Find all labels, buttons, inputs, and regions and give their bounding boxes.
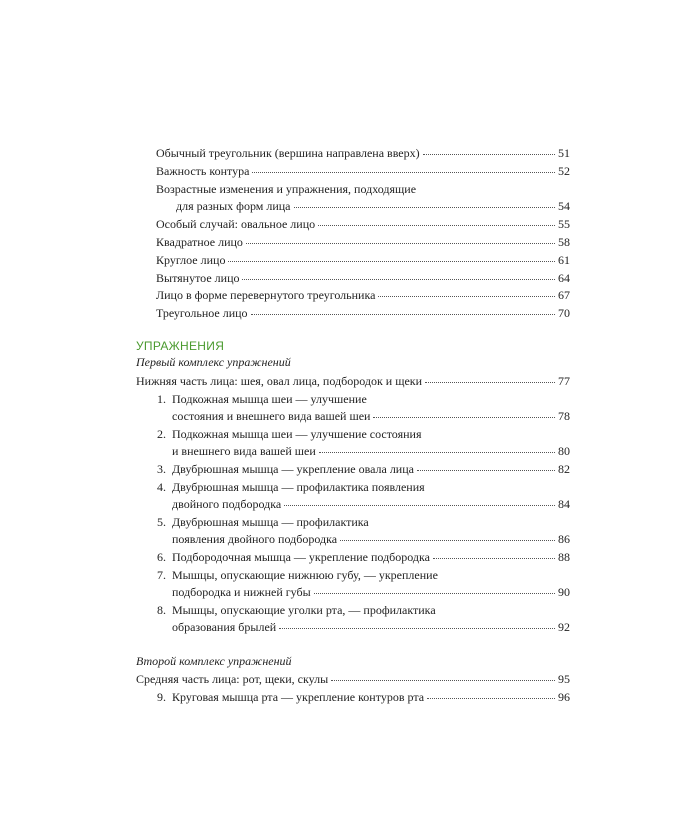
exercise-label-line1: Мышцы, опускающие уголки рта, — профилактика [172, 603, 436, 617]
toc-entry-page: 78 [558, 409, 570, 423]
toc-entry-page: 77 [558, 374, 570, 388]
exercise-item-line1 [150, 427, 421, 442]
toc-entry[interactable] [156, 146, 570, 161]
exercise-item-line1 [150, 392, 367, 407]
leader-dots [427, 698, 555, 699]
leader-dots [423, 154, 555, 155]
exercise-entry[interactable] [172, 497, 570, 512]
toc-entry-page: 58 [558, 235, 570, 249]
toc-entry-page: 88 [558, 550, 570, 564]
toc-entry-page: 52 [558, 164, 570, 178]
exercise-number: 1. [157, 392, 166, 406]
exercise-entry[interactable] [150, 690, 570, 705]
toc-entry[interactable] [156, 164, 570, 179]
exercise-item-line1 [150, 603, 436, 618]
toc-entry-page: 64 [558, 271, 570, 285]
leader-dots [246, 243, 555, 244]
toc-entry-page: 96 [558, 690, 570, 704]
exercise-label-line1: Мышцы, опускающие нижнюю губу, — укрепление [172, 568, 438, 582]
leader-dots [331, 680, 555, 681]
toc-entry-label: Обычный треугольник (вершина направлена вверх) [156, 146, 420, 160]
exercise-number: 8. [157, 603, 166, 617]
exercise-label-line1: Подкожная мышца шеи — улучшение [172, 392, 367, 406]
toc-entry-label: Треугольное лицо [156, 306, 248, 320]
exercise-label-line1: Подкожная мышца шеи — улучшение состояния [172, 427, 422, 441]
toc-entry-label: Подбородочная мышца — укрепление подбородка [172, 550, 431, 564]
exercise-item-line1 [150, 568, 438, 583]
toc-entry-label: Круговая мышца рта — укрепление контуров рта [172, 690, 425, 704]
toc-entry-label: для разных форм лица [176, 199, 291, 213]
toc-entry-label: Квадратное лицо [156, 235, 243, 249]
toc-entry-label: образования брылей [172, 620, 277, 634]
leader-dots [314, 593, 555, 594]
leader-dots [318, 225, 555, 226]
subsection-title: Первый комплекс упражнений [136, 355, 291, 369]
toc-entry-label: и внешнего вида вашей шеи [172, 444, 316, 458]
exercise-number: 3. [157, 462, 166, 476]
toc-entry-label: двойного подбородка [172, 497, 282, 511]
toc-entry-label: Лицо в форме перевернутого треугольника [156, 288, 376, 302]
exercise-entry[interactable] [150, 550, 570, 565]
exercise-entry[interactable] [172, 620, 570, 635]
toc-entry-page: 67 [558, 288, 570, 302]
toc-group-entry[interactable] [136, 672, 570, 687]
toc-entry-page: 92 [558, 620, 570, 634]
toc-entry-label: состояния и внешнего вида вашей шеи [172, 409, 371, 423]
toc-entry-label: Нижняя часть лица: шея, овал лица, подбородок и щеки [136, 374, 423, 388]
toc-entry-label: Средняя часть лица: рот, щеки, скулы [136, 672, 329, 686]
exercise-item-line1 [150, 515, 369, 530]
exercise-number: 5. [157, 515, 166, 529]
toc-entry[interactable] [176, 199, 570, 214]
leader-dots [319, 452, 555, 453]
toc-entry-label: Круглое лицо [156, 253, 226, 267]
toc-entry-page: 51 [558, 146, 570, 160]
toc-entry-label: Особый случай: овальное лицо [156, 217, 316, 231]
exercise-number: 2. [157, 427, 166, 441]
exercise-number: 7. [157, 568, 166, 582]
toc-entry-page: 95 [558, 672, 570, 686]
leader-dots [251, 314, 555, 315]
toc-group-entry[interactable] [136, 374, 570, 389]
toc-entry-page: 55 [558, 217, 570, 231]
exercise-label-line1: Двубрюшная мышца — профилактика появления [172, 480, 425, 494]
leader-dots [373, 417, 555, 418]
toc-entry[interactable] [156, 288, 570, 303]
exercise-entry[interactable] [172, 444, 570, 459]
leader-dots [425, 382, 555, 383]
toc-entry[interactable] [156, 235, 570, 250]
exercise-entry[interactable] [172, 409, 570, 424]
toc-entry-label: Двубрюшная мышца — укрепление овала лица [172, 462, 414, 476]
exercise-number: 6. [157, 550, 166, 564]
exercise-number: 4. [157, 480, 166, 494]
toc-entry-label-line1: Возрастные изменения и упражнения, подходящие [156, 182, 417, 196]
leader-dots [417, 470, 555, 471]
leader-dots [340, 540, 555, 541]
toc-entry[interactable] [156, 253, 570, 268]
toc-entry-label: Вытянутое лицо [156, 271, 240, 285]
exercise-entry[interactable] [172, 532, 570, 547]
leader-dots [294, 207, 555, 208]
leader-dots [228, 261, 555, 262]
toc-entry-page: 70 [558, 306, 570, 320]
exercise-item-line1 [150, 480, 425, 495]
exercise-entry[interactable] [150, 462, 570, 477]
toc-entry-label: подбородка и нижней губы [172, 585, 311, 599]
toc-entry-page: 54 [558, 199, 570, 213]
exercise-number: 9. [157, 690, 166, 704]
toc-entry[interactable] [156, 306, 570, 321]
toc-entry-page: 80 [558, 444, 570, 458]
leader-dots [433, 558, 555, 559]
exercise-label-line1: Двубрюшная мышца — профилактика [172, 515, 369, 529]
toc-entry[interactable] [156, 271, 570, 286]
leader-dots [252, 172, 555, 173]
leader-dots [378, 296, 555, 297]
toc-entry-label: Важность контура [156, 164, 250, 178]
exercise-entry[interactable] [172, 585, 570, 600]
leader-dots [279, 628, 555, 629]
subsection-title: Второй комплекс упражнений [136, 654, 292, 668]
toc-entry-page: 82 [558, 462, 570, 476]
leader-dots [284, 505, 555, 506]
toc-entry[interactable] [156, 217, 570, 232]
section-heading: УПРАЖНЕНИЯ [136, 339, 225, 353]
leader-dots [242, 279, 555, 280]
toc-entry-page: 86 [558, 532, 570, 546]
toc-entry-page: 84 [558, 497, 570, 511]
toc-entry-page: 61 [558, 253, 570, 267]
toc-entry-page: 90 [558, 585, 570, 599]
toc-entry-label: появления двойного подбородка [172, 532, 338, 546]
